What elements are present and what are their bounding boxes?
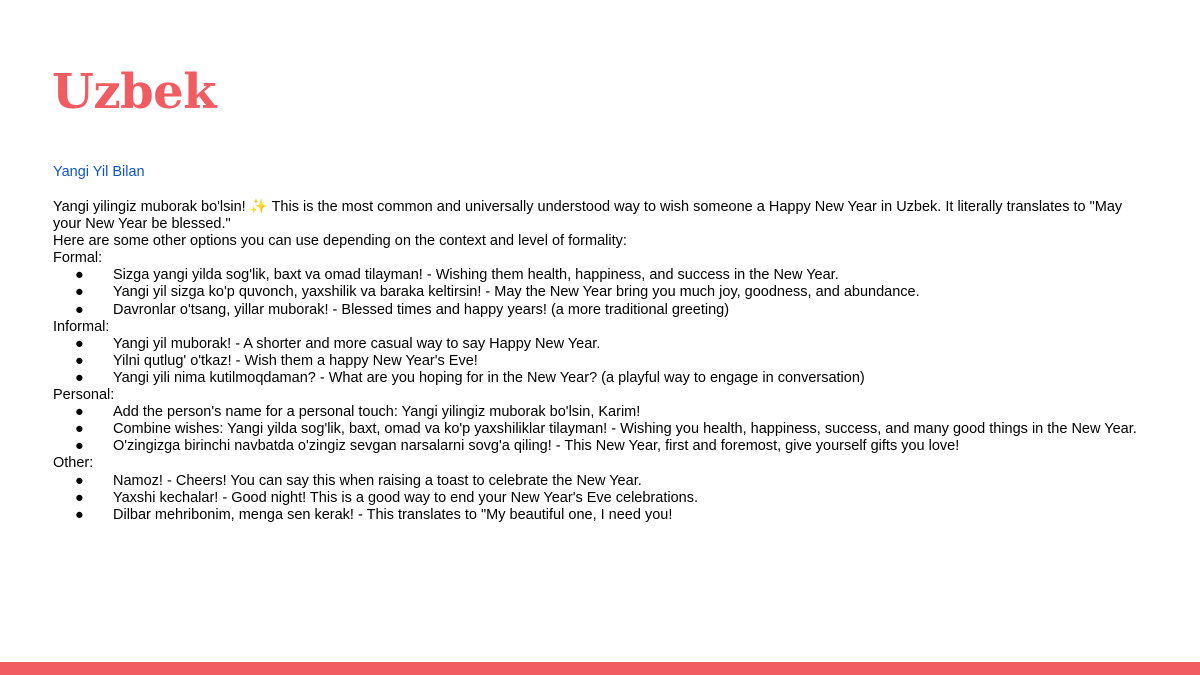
slide-body xyxy=(53,199,1148,524)
list-item xyxy=(53,284,1148,301)
list-item xyxy=(53,473,1148,490)
slide-title: Uzbek xyxy=(52,64,216,120)
bullet-icon: ● xyxy=(75,369,84,386)
section-heading-other: Other: xyxy=(53,455,94,472)
list-item-text: Yangi yili nima kutilmoqdaman? - What are you hoping for in the New Year? (a playful way to engage in conversation) xyxy=(113,369,865,386)
list-item xyxy=(53,421,1148,438)
section-heading-personal: Personal: xyxy=(53,387,115,404)
bullet-icon: ● xyxy=(75,404,84,421)
list-item xyxy=(53,490,1148,507)
other-list xyxy=(53,473,1148,524)
list-item-text: Dilbar mehribonim, menga sen kerak! - This translates to "My beautiful one, I need you! xyxy=(113,506,673,523)
list-item-text: Namoz! - Cheers! You can say this when raising a toast to celebrate the New Year. xyxy=(113,472,642,489)
list-item xyxy=(53,370,1148,387)
list-item-text: Yangi yil sizga ko'p quvonch, yaxshilik va baraka keltirsin! - May the New Year bring you much joy, goodness, and abundance. xyxy=(113,284,920,301)
intro-phrase: Yangi yilingiz muborak bo'lsin! xyxy=(53,199,246,215)
list-item-text: O'zingizga birinchi navbatda o'zingiz sevgan narsalarni sovg'a qiling! - This New Year, first and foremost, give yourself gifts you love! xyxy=(113,438,960,455)
bullet-icon: ● xyxy=(75,267,84,284)
section-heading-informal: Informal: xyxy=(53,318,110,335)
list-item xyxy=(53,507,1148,524)
list-item xyxy=(53,336,1148,353)
list-item-text: Yaxshi kechalar! - Good night! This is a good way to end your New Year's Eve celebrations. xyxy=(113,489,698,506)
footer-accent-bar xyxy=(0,662,1200,675)
list-item-text: Combine wishes: Yangi yilda sog'lik, baxt, omad va ko'p yaxshiliklar tilayman! - Wishing you health, happiness, success, and many good things in the New Year. xyxy=(113,421,1137,438)
section-heading-formal: Formal: xyxy=(53,250,103,267)
subtitle-link[interactable]: Yangi Yil Bilan xyxy=(53,164,145,180)
intro-paragraph xyxy=(53,199,1148,233)
list-item-text: Davronlar o'tsang, yillar muborak! - Blessed times and happy years! (a more traditional greeting) xyxy=(113,301,730,318)
list-item xyxy=(53,438,1148,455)
intro-text: This is the most common and universally understood way to wish someone a Happy New Year in Uzbek. It literally translates to "May your New Year be blessed." xyxy=(53,199,1123,233)
list-item-text: Sizga yangi yilda sog'lik, baxt va omad tilayman! - Wishing them health, happiness, and success in the New Year. xyxy=(113,267,839,284)
formal-list xyxy=(53,267,1148,318)
options-intro: Here are some other options you can use depending on the context and level of formality: xyxy=(53,233,627,250)
bullet-icon: ● xyxy=(75,284,84,301)
list-item xyxy=(53,267,1148,284)
bullet-icon: ● xyxy=(75,421,84,438)
bullet-icon: ● xyxy=(75,438,84,455)
personal-list xyxy=(53,404,1148,455)
bullet-icon: ● xyxy=(75,489,84,506)
bullet-icon: ● xyxy=(75,472,84,489)
list-item-text: Yilni qutlug' o'tkaz! - Wish them a happy New Year's Eve! xyxy=(113,352,478,369)
list-item xyxy=(53,404,1148,421)
informal-list xyxy=(53,336,1148,387)
list-item xyxy=(53,353,1148,370)
sparkles-icon: ✨ xyxy=(249,199,268,215)
bullet-icon: ● xyxy=(75,352,84,369)
bullet-icon: ● xyxy=(75,506,84,523)
bullet-icon: ● xyxy=(75,301,84,318)
bullet-icon: ● xyxy=(75,335,84,352)
list-item xyxy=(53,302,1148,319)
list-item-text: Yangi yil muborak! - A shorter and more casual way to say Happy New Year. xyxy=(113,335,601,352)
list-item-text: Add the person's name for a personal touch: Yangi yilingiz muborak bo'lsin, Karim! xyxy=(113,404,641,421)
